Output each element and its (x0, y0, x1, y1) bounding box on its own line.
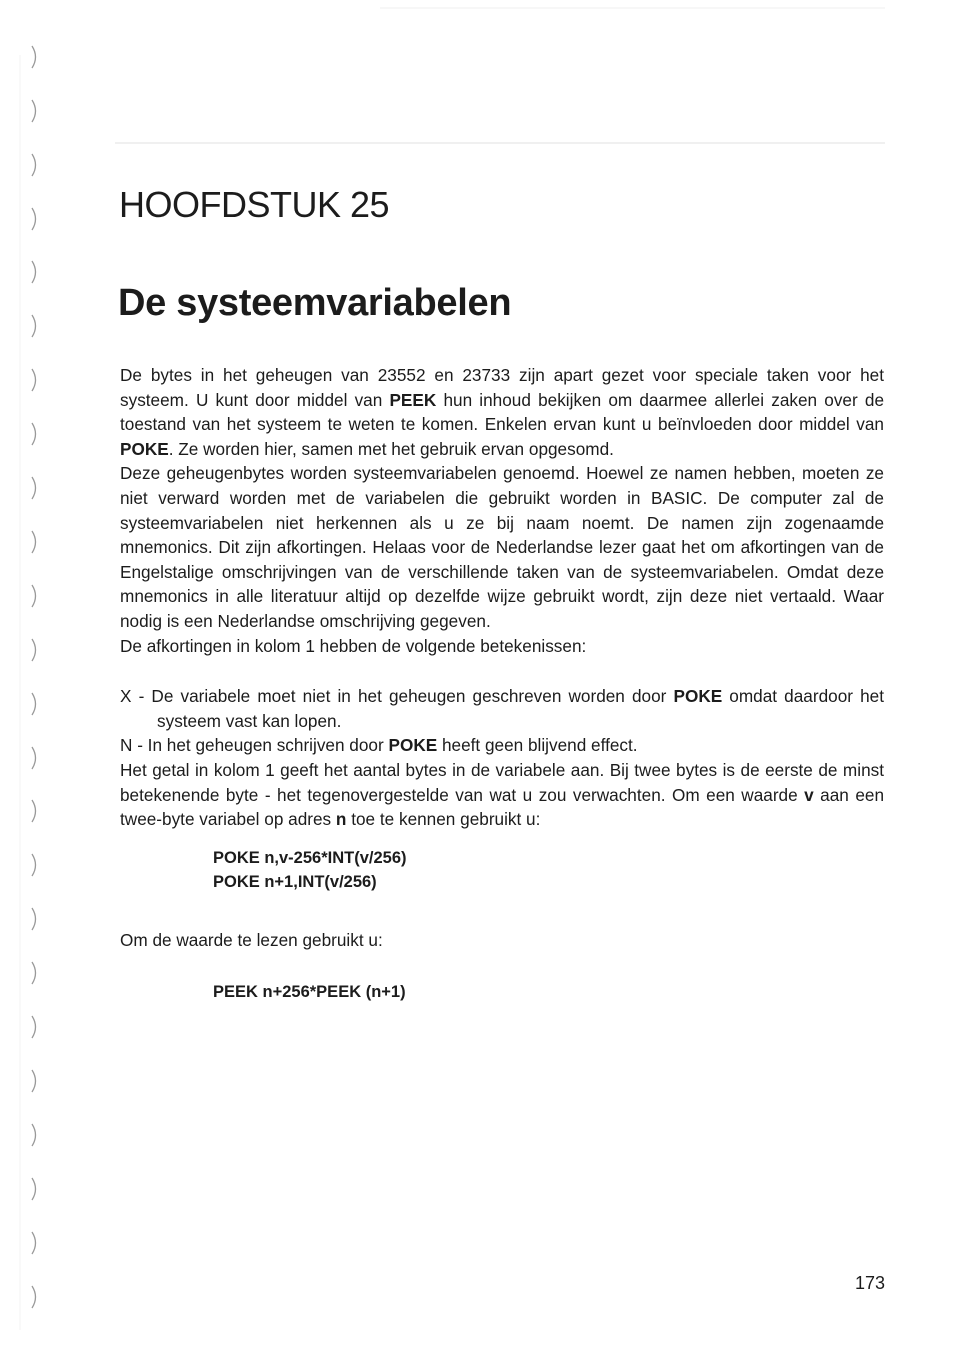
text-run: . Ze worden hier, samen met het gebruik ervan opgesomd. (168, 438, 614, 459)
paragraph-legend-intro: De afkortingen in kolom 1 hebben de volgende betekenissen: (120, 635, 587, 656)
paragraph-byte-count (120, 758, 884, 832)
binding-hole-mark (30, 691, 40, 717)
paragraph-intro (120, 363, 884, 461)
binding-hole-mark (30, 798, 40, 824)
body-text (120, 363, 884, 1004)
paragraph-mnemonics: Deze geheugenbytes worden systeemvariabelen genoemd. Hoewel ze namen hebben, moeten ze niet verward worden met de variabelen die gebruikt worden in BASIC. De computer zal de systeemvariabelen niet herkennen als u ze bij naam noemt. De namen zijn zogenaamde mnemonics. Dit zijn afkortingen. Helaas voor de Nederlandse lezer gaat het om afkortingen van de Engelstalige omschrijvingen van de verschillende taken van de systeemvariabelen. Omdat deze mnemonics in alle literatuur altijd op dezelfde wijze gebruikt wordt, zijn deze niet vertaald. Waar nodig is een Nederlandse omschrijving gegeven. (120, 463, 884, 631)
binding-hole-mark (30, 529, 40, 555)
binding-hole-mark (30, 44, 40, 70)
code-line-poke-low: POKE n,v-256*INT(v/256) (213, 848, 407, 867)
binding-hole-mark (30, 1230, 40, 1256)
binding-hole-mark (30, 1284, 40, 1310)
text-run: X - De variabele moet niet in het geheugen geschreven worden door (120, 686, 674, 707)
binding-hole-mark (30, 852, 40, 878)
text-run: omdat daardoor het systeem vast kan lopen. (157, 686, 884, 731)
page-number: 173 (855, 1273, 886, 1293)
chapter-heading: HOOFDSTUK 25 (119, 184, 390, 225)
text-run: aan een twee-byte variabel op adres (120, 784, 885, 830)
text-run: De bytes in het geheugen van 23552 en 23733 zijn apart gezet voor speciale taken voor het systeem. U kunt door middel van (120, 365, 884, 410)
binding-hole-mark (30, 313, 40, 339)
binding-hole-mark (30, 152, 40, 178)
binding-hole-mark (30, 1068, 40, 1094)
legend-item-n (120, 733, 884, 758)
spacer (120, 832, 884, 846)
binding-hole-mark (30, 745, 40, 771)
keyword-peek: PEEK (389, 389, 437, 410)
code-line-poke-high: POKE n+1,INT(v/256) (213, 872, 377, 891)
binding-hole-mark (30, 1122, 40, 1148)
legend-item-x (120, 684, 884, 733)
spacer (120, 658, 884, 684)
binding-hole-mark (30, 475, 40, 501)
variable-n: n (335, 809, 347, 830)
binding-hole-mark (30, 960, 40, 986)
keyword-poke: POKE (120, 438, 169, 459)
page-title: De systeemvariabelen (118, 282, 512, 324)
spacer (120, 894, 884, 928)
binding-hole-mark (30, 421, 40, 447)
text-run: toe te kennen gebruikt u: (346, 809, 541, 830)
variable-v: v (804, 784, 814, 805)
keyword-poke: POKE (388, 735, 438, 756)
binding-hole-mark (30, 367, 40, 393)
text-run: hun inhoud bekijken om daarmee allerlei zaken over de toestand van het systeem te weten te komen. Enkelen ervan kunt u beïnvloeden door middel van (120, 389, 885, 435)
binding-hole-mark (30, 1014, 40, 1040)
binding-hole-mark (30, 206, 40, 232)
code-line-peek: PEEK n+256*PEEK (n+1) (213, 983, 406, 1002)
binding-hole-mark (30, 98, 40, 124)
binding-hole-mark (30, 583, 40, 609)
paragraph-read-value: Om de waarde te lezen gebruikt u: (120, 929, 383, 950)
binding-hole-mark (30, 259, 40, 285)
spacer (120, 952, 884, 980)
keyword-poke: POKE (673, 686, 723, 707)
binding-hole-mark (30, 906, 40, 932)
text-run: Het getal in kolom 1 geeft het aantal bytes in de variabele aan. Bij twee bytes is de eerste de minst betekenende byte - het tegenovergestelde van wat u zou verwachten. Om een waarde (120, 759, 884, 805)
binding-hole-mark (30, 637, 40, 663)
text-run: N - In het geheugen schrijven door (120, 735, 389, 756)
text-run: heeft geen blijvend effect. (437, 735, 638, 756)
binding-hole-mark (30, 1176, 40, 1202)
